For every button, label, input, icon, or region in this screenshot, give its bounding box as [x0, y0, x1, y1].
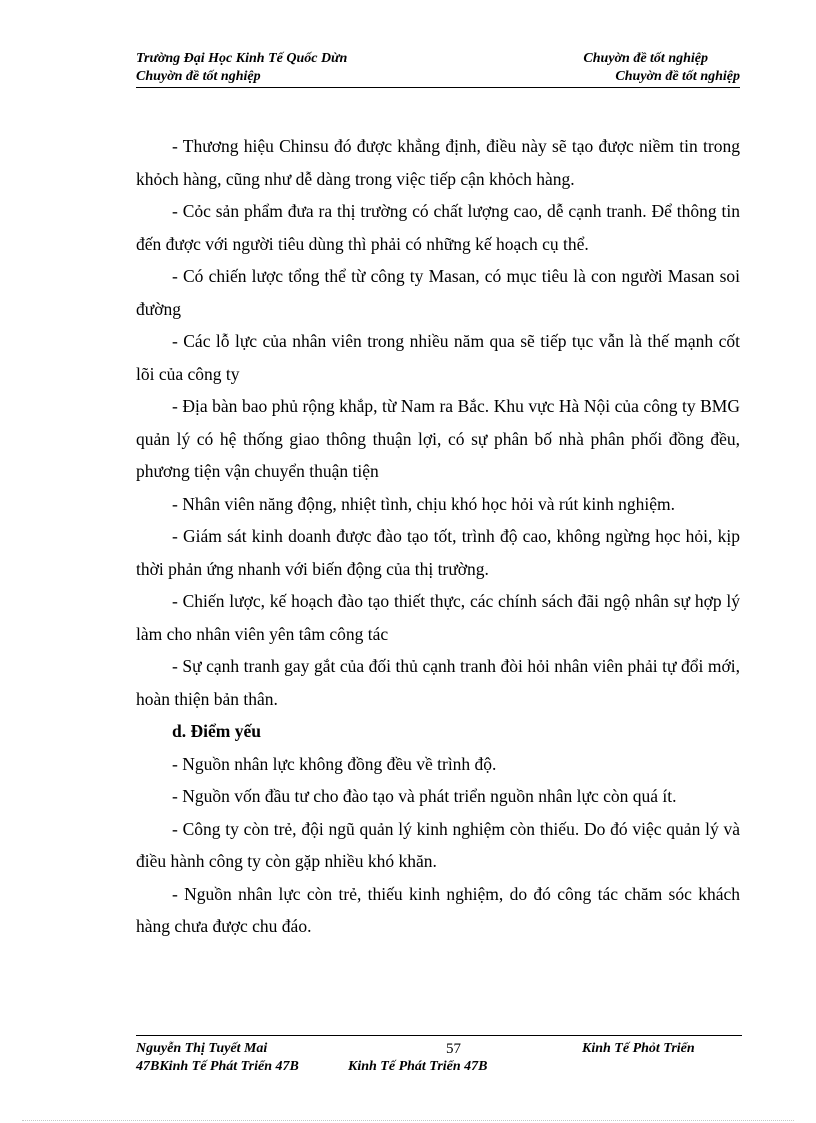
paragraph: - Nguồn nhân lực không đồng đều về trình độ.	[172, 753, 497, 774]
paragraph: - Cỏc sản phẩm đưa ra thị trường có chất lượng cao, dễ cạnh tranh. Để thông tin đến được với người tiêu dùng thì phải có những kế hoạch cụ thể.	[136, 201, 740, 254]
footer-line-2	[136, 1059, 740, 1075]
section-heading: d. Điểm yếu	[172, 721, 261, 741]
header-school: Trường Đại Học Kinh Tế Quốc Dừn	[136, 51, 348, 66]
page-body	[136, 130, 740, 943]
footer-line-1	[136, 1041, 740, 1057]
paragraph: - Thương hiệu Chinsu đó được khẳng định, điều này sẽ tạo được niềm tin trong khỏch hàng, cũng như dễ dàng trong việc tiếp cận khỏch hàng.	[136, 136, 740, 189]
header-rule	[136, 87, 740, 88]
paragraph: - Sự cạnh tranh gay gắt của đối thủ cạnh tranh đòi hỏi nhân viên phải tự đổi mới, hoàn thiện bản thân.	[136, 656, 740, 709]
header-doc-type: Chuyờn đề tốt nghiệp	[583, 51, 708, 66]
header-doc-type-right: Chuyờn đề tốt nghiệp	[615, 69, 740, 84]
paragraph: - Nhân viên năng động, nhiệt tình, chịu khó học hỏi và rút kinh nghiệm.	[172, 493, 676, 514]
header-line-1	[136, 51, 740, 67]
footer-class-center: Kinh Tế Phát Triển 47B	[348, 1059, 488, 1074]
paragraph: - Các lỗ lực của nhân viên trong nhiều năm qua sẽ tiếp tục vẫn là thế mạnh cốt lõi của công ty	[136, 331, 740, 384]
page-edge-divider	[22, 1120, 794, 1121]
paragraph: - Nguồn vốn đầu tư cho đào tạo và phát triển nguồn nhân lực còn quá ít.	[172, 786, 677, 806]
paragraph: - Địa bàn bao phủ rộng khắp, từ Nam ra Bắc. Khu vực Hà Nội của công ty BMG quản lý có hệ thống giao thông thuận lợi, có sự phân bố nhà phân phối đồng đều, phương tiện vận chuyển thuận tiện	[136, 396, 740, 481]
footer-department: Kinh Tế Phỏt Triển	[582, 1041, 695, 1056]
paragraph: - Công ty còn trẻ, đội ngũ quản lý kinh nghiệm còn thiếu. Do đó việc quản lý và điều hành công ty còn gặp nhiều khó khăn.	[136, 818, 740, 871]
page-number: 57	[446, 1041, 461, 1057]
footer-class-left: 47BKinh Tế Phát Triển 47B	[136, 1059, 299, 1074]
footer-rule	[136, 1035, 742, 1036]
header-doc-type-left: Chuyờn đề tốt nghiệp	[136, 69, 261, 84]
paragraph: - Chiến lược, kế hoạch đào tạo thiết thực, các chính sách đãi ngộ nhân sự hợp lý làm cho nhân viên yên tâm công tác	[136, 591, 740, 644]
footer-author: Nguyễn Thị Tuyết Mai	[136, 1041, 268, 1056]
paragraph: - Có chiến lược tổng thể từ công ty Masan, có mục tiêu là con người Masan soi đường	[136, 266, 740, 319]
header-line-2	[136, 69, 740, 85]
paragraph: - Giám sát kinh doanh được đào tạo tốt, trình độ cao, không ngừng học hỏi, kịp thời phản ứng nhanh với biến động của thị trường.	[136, 526, 740, 579]
paragraph: - Nguồn nhân lực còn trẻ, thiếu kinh nghiệm, do đó công tác chăm sóc khách hàng chưa được chu đáo.	[136, 883, 740, 936]
